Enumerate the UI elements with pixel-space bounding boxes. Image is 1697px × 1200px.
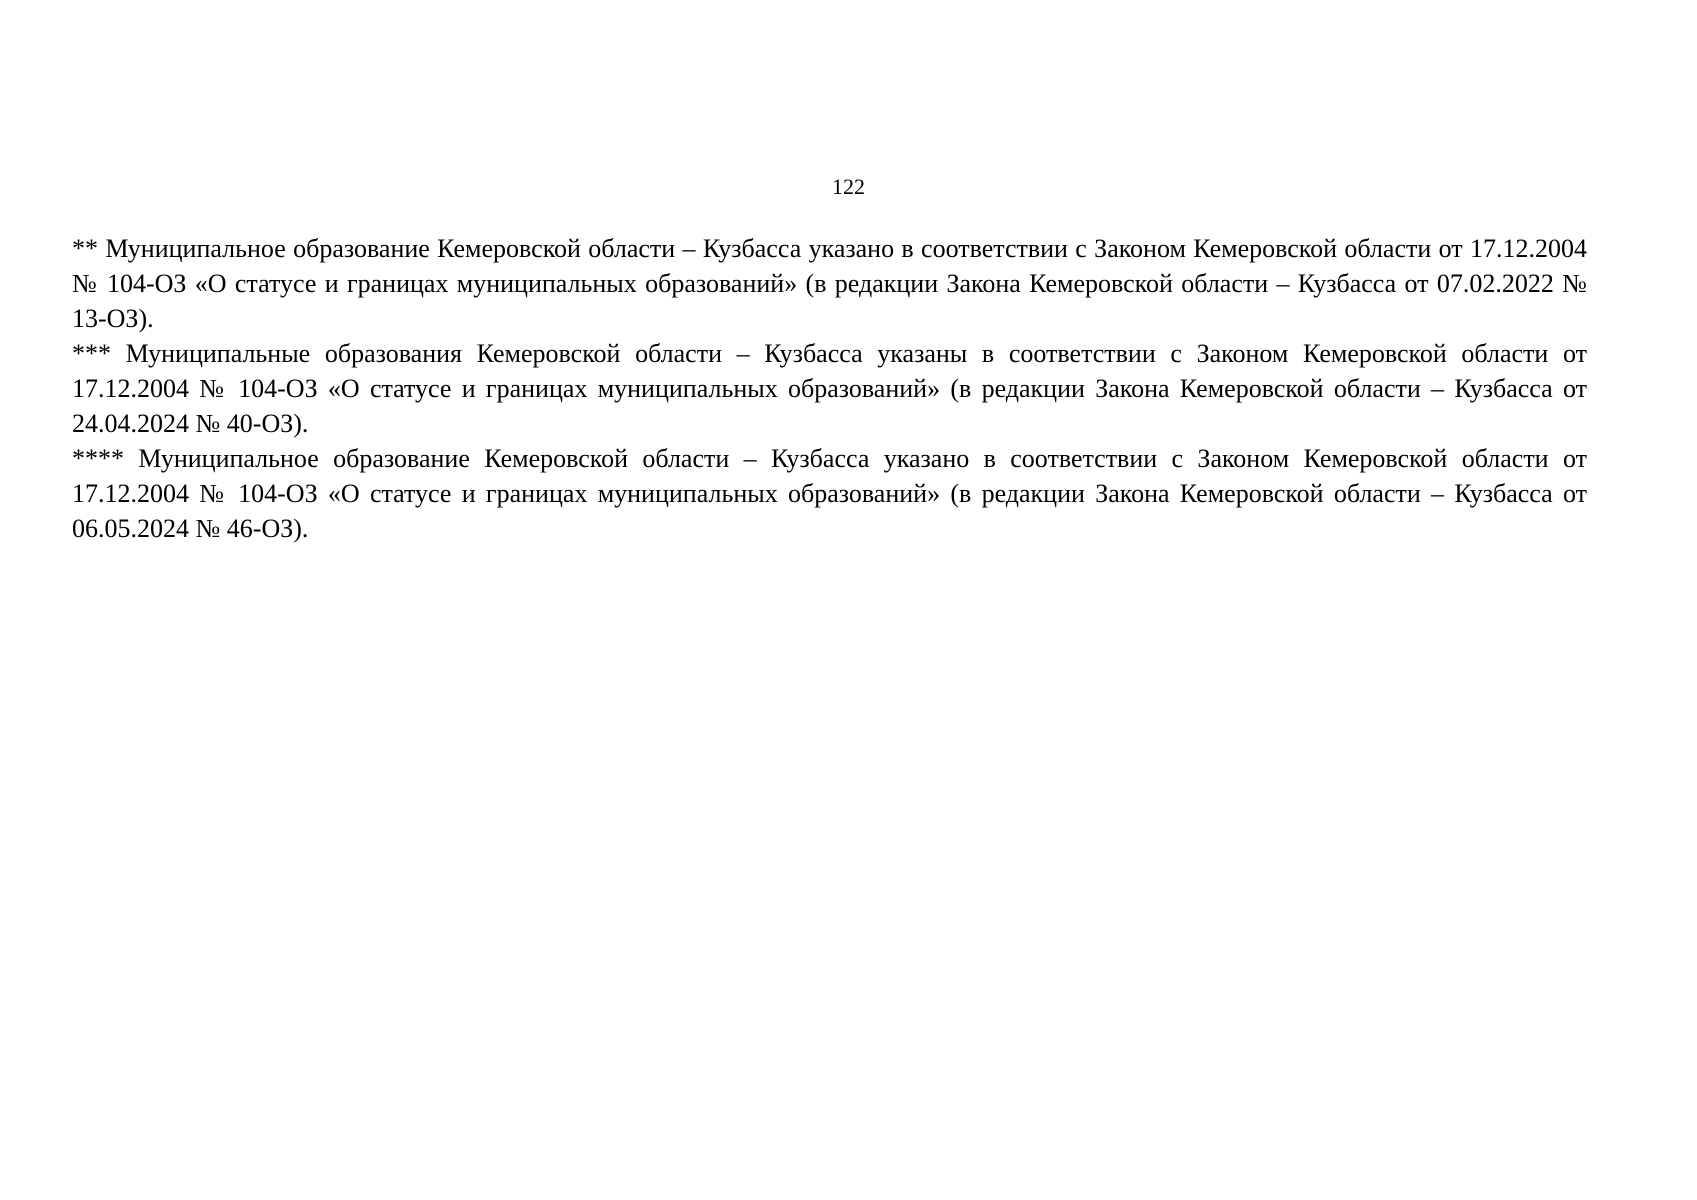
footnote-triple-asterisk: *** Муниципальные образования Кемеровской области – Кузбасса указаны в соответствии с Законом Кемеровской области от 17.12.2004 № 104-ОЗ «О статусе и границах муниципальных образований» (в редакции Закона Кемеровской области – Кузбасса от 24.04.2024 № 40-ОЗ). bbox=[72, 339, 1587, 438]
footnotes-section bbox=[72, 231, 1587, 546]
footnote-double-asterisk: ** Муниципальное образование Кемеровской области – Кузбасса указано в соответствии с Законом Кемеровской области от 17.12.2004 № 104-ОЗ «О статусе и границах муниципальных образований» (в редакции Закона Кемеровской области – Кузбасса от 07.02.2022 № 13-ОЗ). bbox=[72, 234, 1587, 333]
page-number: 122 bbox=[832, 174, 865, 199]
footnote-quadruple-asterisk: **** Муниципальное образование Кемеровской области – Кузбасса указано в соответствии с Законом Кемеровской области от 17.12.2004 № 104-ОЗ «О статусе и границах муниципальных образований» (в редакции Закона Кемеровской области – Кузбасса от 06.05.2024 № 46-ОЗ). bbox=[72, 444, 1587, 543]
